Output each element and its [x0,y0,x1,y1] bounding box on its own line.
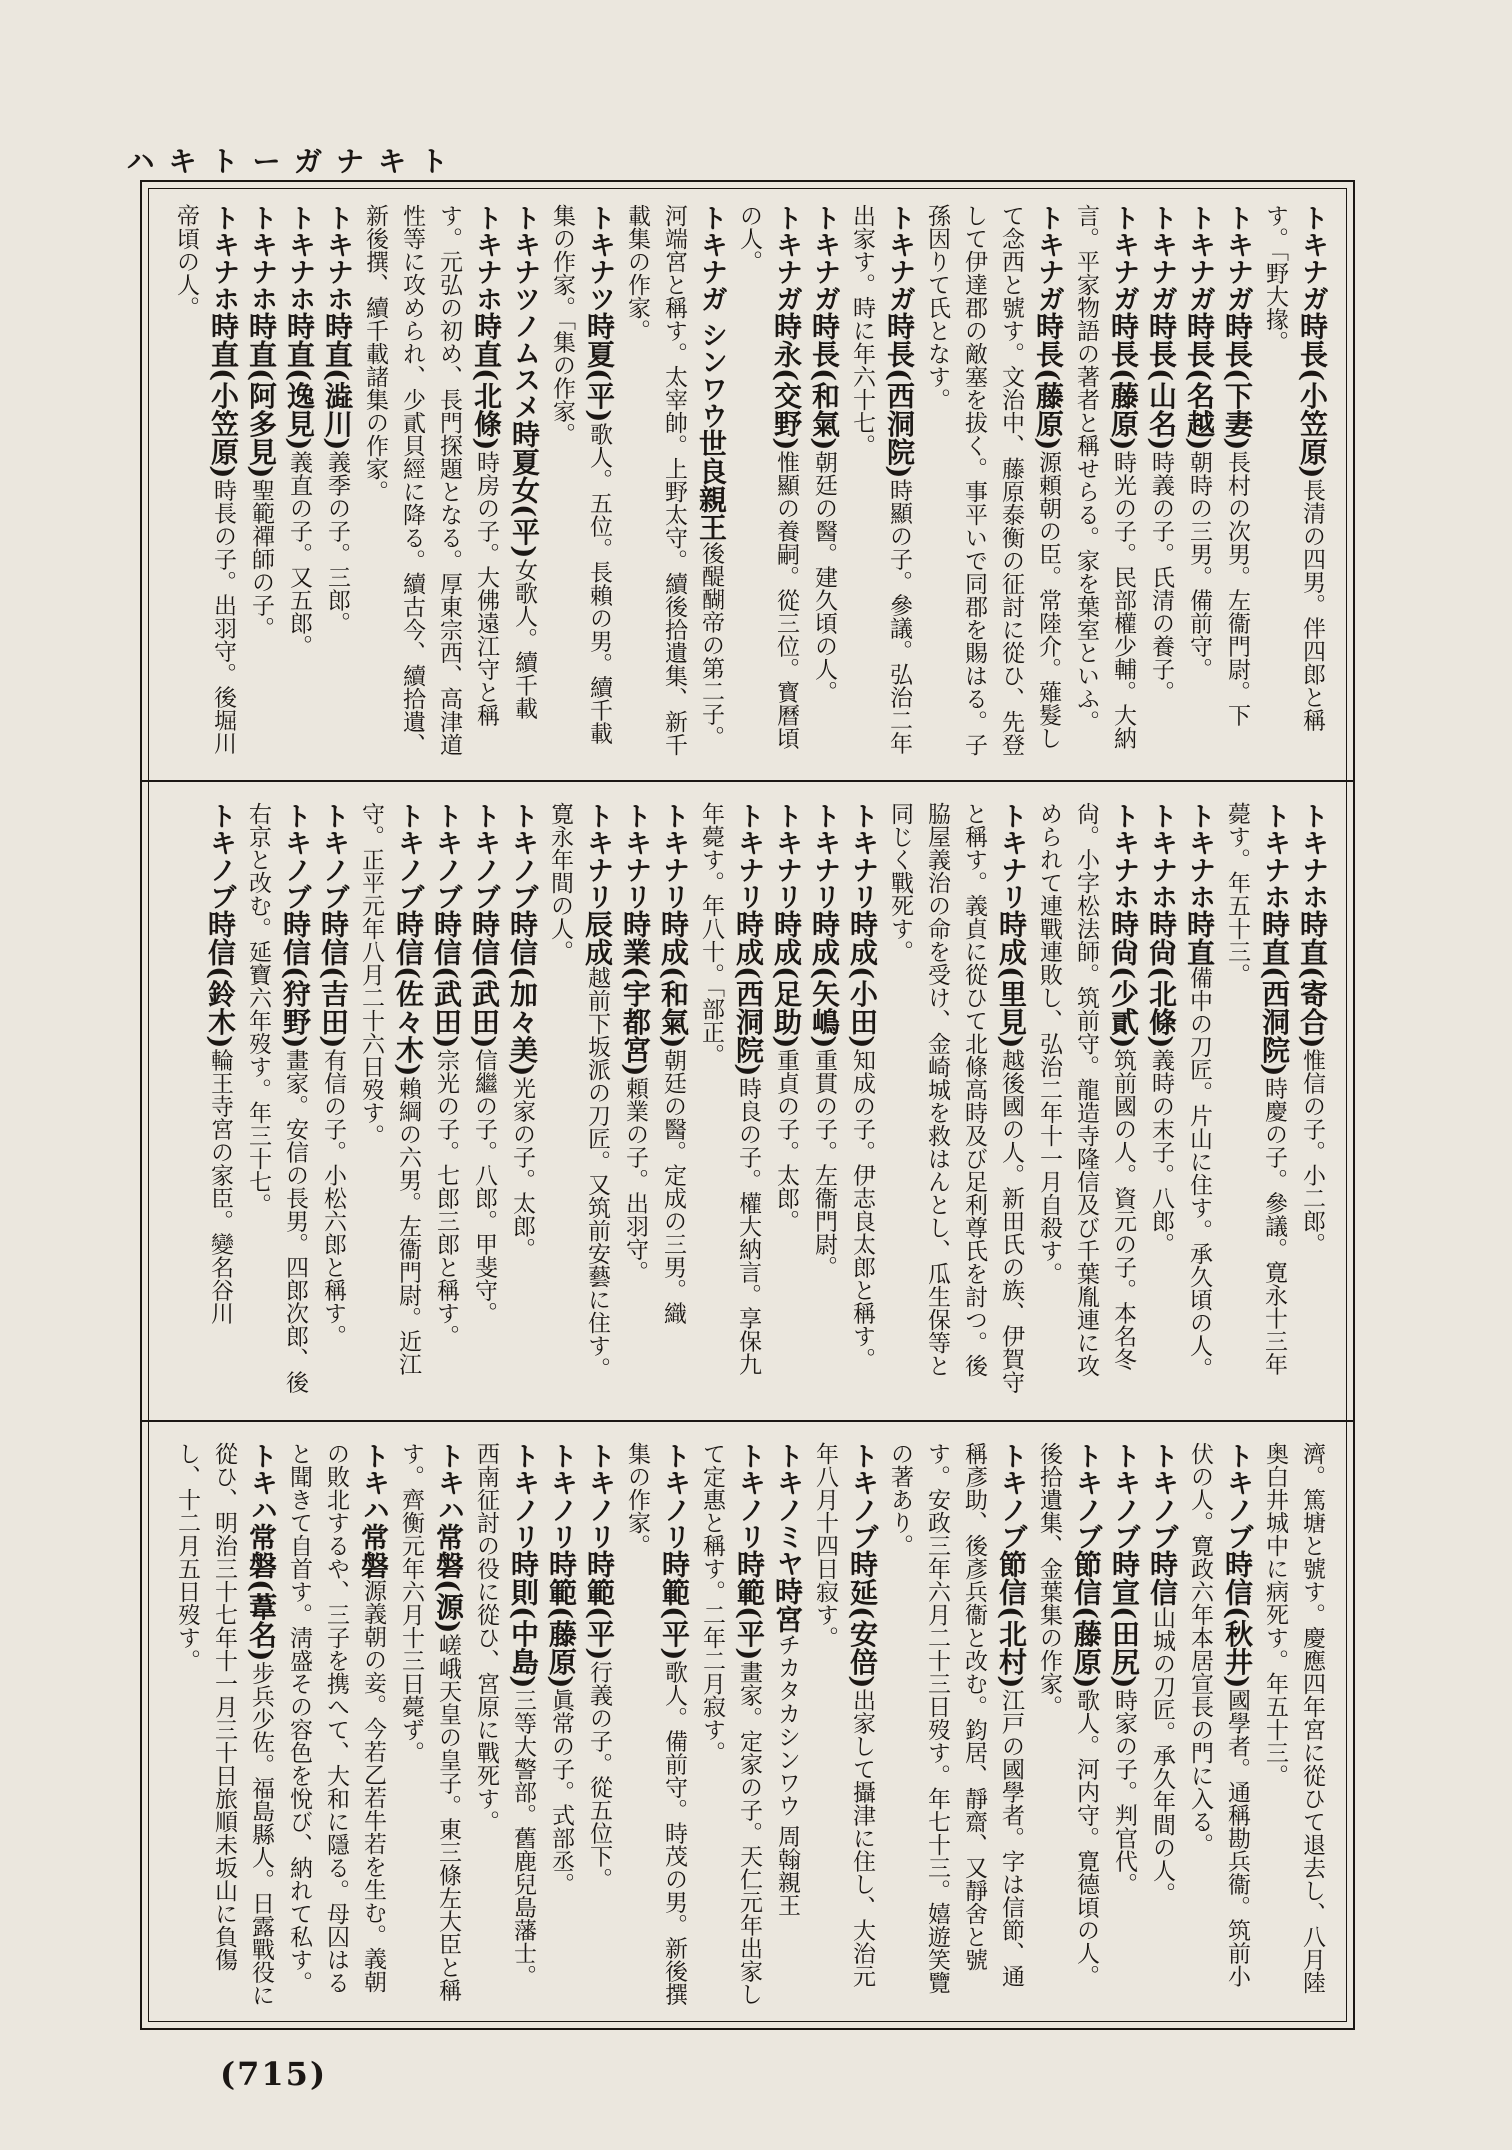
entry-description: 時光の子。民部權少輔。大納言。平家物語の著者と稱せらる。家を葉室といふ。 [1073,204,1136,750]
dictionary-entry [465,802,503,1397]
entry-headword: 時長(名越) [1183,312,1216,451]
dictionary-entry [1293,802,1331,1397]
dictionary-entry [356,204,505,759]
band-divider [142,780,1353,782]
entry-description: 女歌人。續千載 [511,558,537,720]
entry-reading: トキノブ [1222,1442,1253,1550]
entry-headword: 時長(和氣) [808,312,841,451]
dictionary-entry [730,204,805,759]
entry-headword: 常磐 [357,1523,390,1579]
entry-headword: 時成(足助) [770,910,803,1049]
entry-description: 後醍醐帝の第二子。河端宮と稱す。太宰帥。上野太守。續後拾遺集、新千載集の作家。 [624,204,724,756]
entry-reading: トキノリ [659,1442,690,1550]
dictionary-entry [467,1442,542,2007]
entry-reading: トキナホ [471,204,502,312]
entry-description: 步兵少佐。福島縣人。日露戰役に從ひ、明治三十七年十一月三十日旅順未坂山に負傷し、十二月五日歿す。 [174,1442,274,2007]
dictionary-entry [392,1442,467,2007]
entry-reading: トキナホ [1146,802,1177,910]
entry-description: 時慶の子。參議。寛永十三年薨す。年五十三。 [1224,802,1287,1376]
entry-headword: 時直(逸見) [283,312,316,451]
dictionary-entry [1180,802,1218,1397]
entry-headword: 時成(和氣) [657,910,690,1049]
dictionary-entry [503,802,541,1397]
entry-description: 朝廷の醫。定成の三男。織 [660,1048,686,1325]
entry-headword: 時長(西洞院) [883,312,916,479]
entry-headword: 時宣(田尻) [1108,1550,1141,1689]
dictionary-entry [1067,204,1142,759]
entry-headword: 節信(藤原) [1070,1550,1103,1689]
entry-description: 歌人。備前守。時茂の男。新後撰集の作家。 [624,1442,687,2006]
entry-reading: トキナホ [322,204,353,312]
entry-reading: トキナホ [1259,802,1290,910]
entry-headword: 時範(平) [733,1550,766,1661]
dictionary-entry [843,802,881,1397]
dictionary-entry [918,204,1067,759]
entry-headword: 時直 [1183,910,1216,966]
entry-headword: 時長(小笠原) [1296,312,1329,479]
entry-reading: トキノブ [393,802,424,910]
entry-reading: トキノブ [431,802,462,910]
entry-headword: 時則(中島) [507,1550,540,1689]
entry-reading: トキナリ [847,802,878,910]
entry-headword: 常磐(源) [432,1523,465,1634]
entry-reading: トキノブ [1109,1442,1140,1550]
entry-headword: 時直(澁川) [321,312,354,451]
entry-headword: 時信(吉田) [317,910,350,1049]
entry-reading: トキナホ [1184,802,1215,910]
entry-headword: 時直(寄合) [1296,910,1329,1049]
entry-reading: トキナリ [620,802,651,910]
entry-description: 重貞の子。太郎。 [773,1048,799,1233]
entry-headword: 時範(平) [583,1550,616,1661]
entry-description: 重貫の子。左衞門尉。 [811,1048,837,1279]
entry-headword: 時信(佐々木) [392,910,425,1077]
entry-description: 江戸の國學者。字は信節、通稱彥助、後彥兵衞と改む。鈞居、靜齋、又靜舍と號す。安政三年六月二十三日歿す。年七十三。嬉遊笑覽の著あり。 [887,1442,1024,1994]
entry-description: 時顯の子。參議。弘治二年出家す。時に年六十七。 [849,204,912,755]
dictionary-entry [167,204,242,759]
entry-reading: トキナリ [771,802,802,910]
entry-reading: トキナホ [246,204,277,312]
entry-description: 歌人。河内守。寛德頃の人。後拾遺集、金葉集の作家。 [1036,1442,1099,1988]
entry-description: 濟。篤塘と號す。慶應四年宮に從ひて退去し、八月陸奥白井城中に病死す。年五十三。 [1262,1442,1325,1994]
dictionary-entry [542,1442,580,2007]
entry-description: 輪王寺宮の家臣。變名谷川 [207,1048,233,1325]
entry-description: 頼業の子。出羽守。 [622,1076,648,1284]
entry-headword: 時直(北條) [470,312,503,451]
entry-headword: 時夏女(平) [508,420,541,559]
entry-reading: トキナリ [996,802,1027,910]
entry-reading: トキナガ [1033,204,1064,312]
dictionary-entry [618,204,730,759]
entry-description: 三等大警部。舊鹿兒島藩士。西南征討の役に從ひ、宮原に戰死す。 [473,1442,536,1988]
entry-headword: 時信(狩野) [279,910,312,1049]
entry-description: 源義朝の妾。今若乙若牛若を生む。義朝の敗北するや、三子を携へて、大和に隱る。母囚はると聞きて自首す。淸盛その容色を悅び、納れて私す。 [286,1442,386,1994]
entry-headword: 時成(西洞院) [732,910,765,1077]
entry-reading: トキナガ [1146,204,1177,312]
entry-reading: トキノリ [546,1442,577,1550]
dictionary-entry [280,1442,392,2007]
entry-reading: トキナガ [1108,204,1139,312]
entry-reading: トキナリ [733,802,764,910]
entry-description: 信繼の子。八郎。甲斐守。 [471,1048,497,1325]
entry-reading: トキナガ [809,204,840,312]
dictionary-entry [280,204,318,759]
entry-description: 長村の次男。左衞門尉。下 [1224,450,1250,727]
entry-reading: トキハ [358,1442,389,1523]
entry-description: 國學者。通稱勘兵衞。筑前小伏の人。寛政六年本居宣長の門に入る。 [1187,1442,1250,1988]
entry-band-middle [164,802,1331,1397]
entry-headword: 時夏(平) [583,312,616,423]
entry-headword: 時信(鈴木) [204,910,237,1049]
entry-band-bottom [164,1442,1331,2007]
entry-description: 義時の末子。八郎。 [1148,1048,1174,1256]
dictionary-entry [580,1442,618,2007]
dictionary-entry [1030,802,1142,1397]
dictionary-entry [693,1442,768,2007]
dictionary-entry [1105,1442,1143,2007]
entry-description: 宗光の子。七郎三郎と稱す。 [433,1048,459,1348]
entry-headword: 時信(加々美) [506,910,539,1077]
entry-reading: トキナツノムスメ [509,204,540,420]
entry-reading: トキナガ [771,204,802,312]
entry-reading: トキナリ [658,802,689,910]
entry-description: 出家して攝津に住し、大治元年八月十四日寂す。 [812,1442,875,1988]
dictionary-entry [201,802,239,1397]
entry-description: チカタカシンワウ 周翰親王 [774,1633,800,1917]
entry-headword: 時範(藤原) [545,1550,578,1689]
entry-headword: 時長(山名) [1145,312,1178,451]
entry-reading: トキナホ [1297,802,1328,910]
entry-reading: トキナガ シンワウ [696,204,727,430]
entry-description: 時義の子。氏清の養子。 [1148,450,1174,704]
entry-headword: 時成(小田) [846,910,879,1049]
dictionary-entry [1142,802,1180,1397]
dictionary-entry [1181,1442,1256,2007]
entry-description: 源頼朝の臣。常陸介。薙髮して念西と號す。文治中、藤原泰衡の征討に從ひ、先登して伊達郡の敵塞を拔く。事平いで同郡を賜はる。子孫因りて氏となす。 [924,204,1061,756]
dictionary-entry [314,802,352,1397]
entry-description: 朝時の三男。備前守。 [1186,450,1212,681]
entry-reading: トキナツ [584,204,615,312]
entry-reading: トキナホ [284,204,315,312]
entry-description: 行義の子。從五位下。 [586,1660,612,1891]
dictionary-entry [1180,204,1218,759]
dictionary-entry [768,1442,806,2007]
entry-headword: 時直(西洞院) [1258,910,1291,1077]
dictionary-entry [427,802,465,1397]
entry-headword: 時長(下妻) [1221,312,1254,451]
entry-reading: トキノリ [584,1442,615,1550]
dictionary-entry [1256,204,1331,759]
entry-headword: 時尙(少貳) [1107,910,1140,1049]
entry-description: 義直の子。又五郎。 [286,450,312,658]
dictionary-entry [352,802,427,1397]
entry-reading: トキハ [433,1442,464,1523]
entry-description: 長清の四男。伴四郎と稱す。「野大掾。 [1262,204,1325,732]
entry-description: 時家の子。判官代。 [1111,1688,1137,1896]
dictionary-entry [543,204,618,759]
entry-reading: トキノブ [996,1442,1027,1550]
entry-headword: 時尙(北條) [1145,910,1178,1049]
page-frame [140,180,1355,2030]
entry-headword: 時成(里見) [995,910,1028,1049]
entry-description: 畫家。安信の長男。四郎次郎、後右京と改む。延寶六年歿す。年三十七。 [245,802,308,1394]
entry-reading: トキナガ [884,204,915,312]
entry-reading: トキノブ [847,1442,878,1550]
running-header: ハキトーガナキト [126,145,462,178]
entry-headword: 時宮 [771,1577,804,1633]
dictionary-entry [541,802,616,1397]
entry-description: 眞常の子。式部丞。 [548,1688,574,1896]
entry-headword: 時直(小笠原) [207,312,240,479]
entry-reading: トキナガ [1297,204,1328,312]
entry-reading: トキノブ [318,802,349,910]
entry-description: 惟信の子。小二郎。 [1299,1048,1325,1256]
dictionary-entry [1256,1442,1331,2007]
entry-headword: 時直(阿多見) [245,312,278,479]
dictionary-entry [505,204,543,759]
entry-reading: トキナホ [1108,802,1139,910]
entry-description: 朝廷の醫。建久頃の人。 [811,450,837,704]
entry-headword: 時長(藤原) [1107,312,1140,451]
entry-reading: トキナリ [582,802,613,910]
entry-description: 知成の子。伊志良太郎と稱す。 [849,1048,875,1371]
entry-description: 歌人。五位。長賴の男。續千載集の作家。「集の作家。 [549,204,612,745]
entry-description: 義季の子。三郎。 [324,450,350,635]
entry-description: 時房の子。大佛遠江守と稱す。元弘の初め、長門探題となる。厚東宗西、高津道性等に攻められ、少貳貝經に降る。續古今、續拾遺、新後撰、續千載諸集の作家。 [362,204,499,756]
entry-reading: トキナリ [809,802,840,910]
dictionary-entry [616,802,654,1397]
entry-headword: 世良親王 [695,429,728,542]
entry-headword: 時延(安倍) [846,1550,879,1689]
entry-reading: トキノブ [280,802,311,910]
dictionary-entry [654,802,692,1397]
entry-description: 聖範禪師の子。 [248,478,274,640]
entry-description: 時長の子。出羽守。後堀川帝頃の人。 [173,204,236,755]
dictionary-entry [843,204,918,759]
entry-description: 越前下坂派の刀匠。又筑前安藝に住す。寛永年間の人。 [547,802,610,1380]
entry-reading: トキハ [246,1442,277,1523]
dictionary-entry [1218,802,1293,1397]
entry-description: 惟顯の養嗣。從三位。寳曆頃の人。 [736,204,799,750]
entry-reading: トキノブ [205,802,236,910]
entry-description: 備中の刀匠。片山に住す。承久頃の人。 [1186,966,1212,1380]
entry-reading: トキナガ [1222,204,1253,312]
dictionary-entry [242,204,280,759]
entry-description: 畫家。定家の子。天仁元年出家して定惠と稱す。二年二月寂す。 [699,1442,762,2006]
dictionary-entry [1218,204,1256,759]
dictionary-entry [692,802,767,1397]
entry-reading: トキナホ [208,204,239,312]
band-divider [142,1420,1353,1422]
entry-headword: 節信(北村) [995,1550,1028,1689]
dictionary-entry [239,802,314,1397]
entry-reading: トキノブ [1071,1442,1102,1550]
entry-headword: 時長(藤原) [1032,312,1065,451]
dictionary-entry [805,802,843,1397]
dictionary-entry [805,204,843,759]
entry-headword: 時成(矢嶋) [808,910,841,1049]
entry-reading: トキノブ [469,802,500,910]
entry-headword: 時範(平) [658,1550,691,1661]
page-number: (715) [220,2055,328,2093]
entry-reading: トキノブ [507,802,538,910]
entry-reading: トキノミヤ [772,1442,803,1577]
entry-headword: 時信(武田) [468,910,501,1049]
dictionary-entry [767,802,805,1397]
dictionary-entry [168,1442,280,2007]
dictionary-entry [1030,1442,1105,2007]
entry-headword: 時信 [1146,1550,1179,1606]
entry-description: 時良の子。權大納言。享保九年薨す。年八十。「部正。 [698,802,761,1376]
entry-reading: トキノリ [734,1442,765,1550]
entry-headword: 時業(宇都宮) [619,910,652,1077]
entry-description: 山城の刀匠。承久年間の人。 [1149,1606,1175,1905]
entry-description: 嵯峨天皇の皇子。東三條左大臣と稱す。齊衡元年六月十三日薨ず。 [398,1442,461,2002]
dictionary-entry [806,1442,881,2007]
entry-description: 光家の子。太郎。 [509,1076,535,1261]
entry-band-top [164,204,1331,759]
dictionary-entry [881,802,1030,1397]
entry-reading: トキナガ [1184,204,1215,312]
dictionary-entry [618,1442,693,2007]
entry-reading: トキノリ [508,1442,539,1550]
entry-description: 賴綱の六男。左衞門尉。近江守。正平元年八月二十六日歿す。 [358,802,421,1376]
entry-description: 有信の子。小松六郎と稱す。 [320,1048,346,1348]
entry-headword: 辰成 [581,910,614,966]
entry-headword: 時永(交野) [770,312,803,451]
dictionary-entry [881,1442,1030,2007]
entry-headword: 時信(秋井) [1221,1550,1254,1689]
entry-description: 筑前國の人。資元の子。本名冬尙。小字松法師。筑前守。龍造寺隆信及び千葉胤連に攻められて連戰連敗し、弘治二年十一月自殺す。 [1036,802,1136,1377]
dictionary-entry [1143,1442,1181,2007]
entry-headword: 時信(武田) [430,910,463,1049]
entry-headword: 常磐(葦名) [245,1523,278,1662]
entry-description: 越後國の人。新田氏の族、伊賀守と稱す。義貞に從ひて北條高時及び足利尊氏を討つ。後脇屋義治の命を受け、金崎城を救はんとし、瓜生保等と同じく戰死す。 [887,802,1024,1394]
entry-reading: トキノブ [1147,1442,1178,1550]
dictionary-entry [1142,204,1180,759]
dictionary-entry [318,204,356,759]
